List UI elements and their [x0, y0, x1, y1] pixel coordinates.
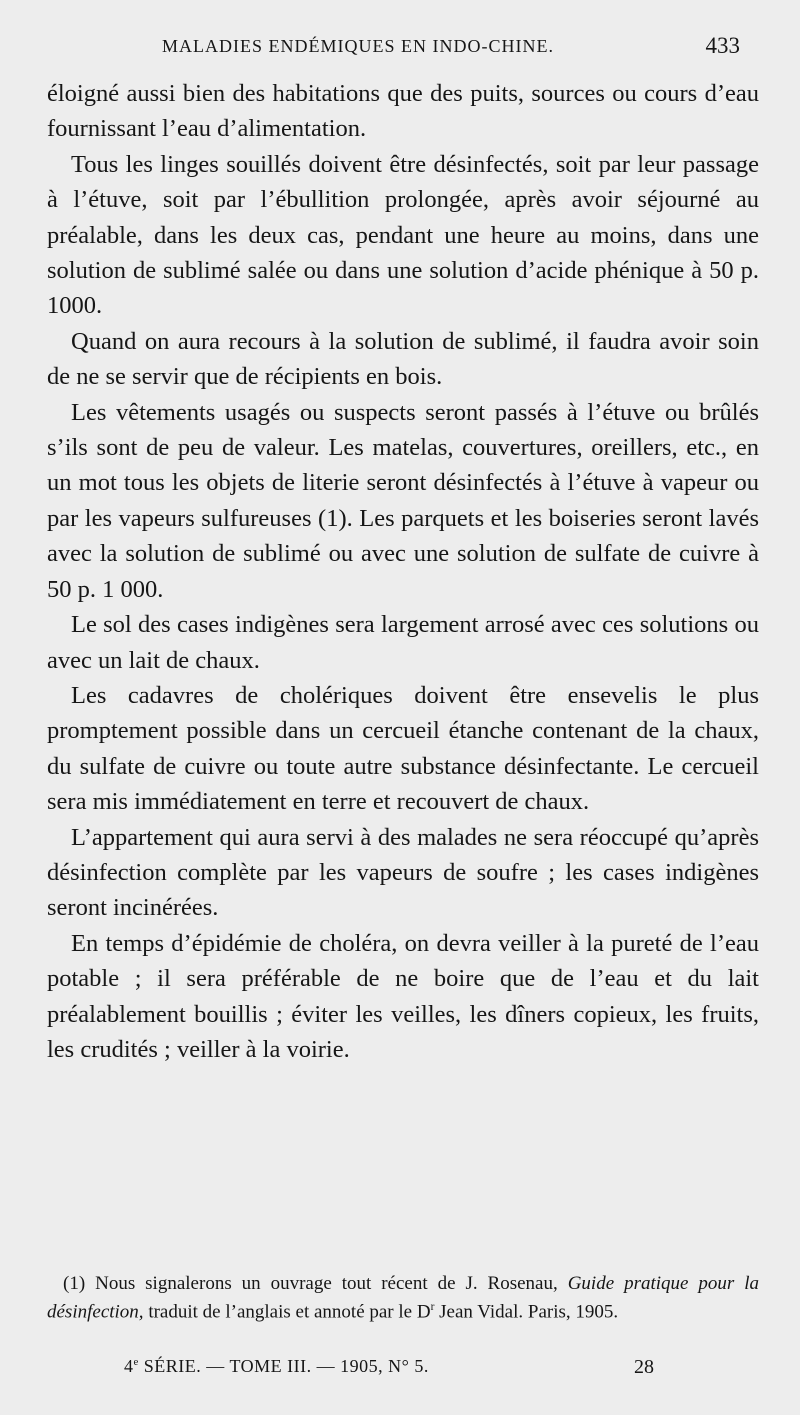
paragraph: Les vêtements usagés ou suspects seront passés à l’étuve ou brûlés s’ils sont de peu de valeur. Les matelas, couvertures, oreillers, etc., en un mot tous les objets de literie seront désinfectés à l’étuve à vapeur ou par les vapeurs sulfureuses (1). Les parquets et les boiseries seront lavés avec la solution de sublimé ou avec une solution de sulfate de cuivre à 50 p. 1 000.	[47, 398, 759, 603]
footnote-text	[47, 1272, 759, 1323]
series-rest: SÉRIE. — TOME III. — 1905, N° 5.	[143, 1356, 429, 1376]
series-sup: e	[133, 1356, 139, 1368]
footnote-doctor-sup: r	[430, 1300, 435, 1313]
paragraph: L’appartement qui aura servi à des malades ne sera réoccupé qu’après désinfection complète par les vapeurs de soufre ; les cases indigènes seront incinérées.	[47, 823, 759, 922]
running-head	[60, 33, 740, 68]
paragraph: En temps d’épidémie de choléra, on devra veiller à la pureté de l’eau potable ; il sera préférable de ne boire que de l’eau et du lait préalablement bouillis ; éviter les veilles, les dîners copieux, les fruits, les crudités ; veiller à la voirie.	[47, 929, 759, 1063]
paragraph: Tous les linges souillés doivent être désinfectés, soit par leur passage à l’étuve, soit par l’ébullition prolongée, après avoir séjourné au préalable, dans les deux cas, pendant une heure au moins, dans une solution de sublimé salée ou dans une solution d’acide phénique à 50 p. 1000.	[47, 150, 759, 320]
footnote-book-title: Guide pratique pour la désinfection,	[47, 1273, 760, 1322]
paragraph-continued: éloigné aussi bien des habitations que des puits, sources ou cours d’eau fournissant l’eau d’alimentation.	[47, 80, 759, 143]
paragraph: Les cadavres de cholériques doivent être ensevelis le plus promptement possible dans un cercueil étanche contenant de la chaux, du sulfate de cuivre ou toute autre substance désinfectante. Le cercueil sera mis immédiatement en terre et recouvert de chaux.	[47, 681, 759, 816]
running-title: MALADIES ENDÉMIQUES EN INDO-CHINE.	[162, 36, 554, 56]
signature-number: 28	[634, 1356, 654, 1378]
footnote	[47, 1272, 759, 1323]
series-number: 4	[124, 1356, 134, 1376]
page-number: 433	[705, 33, 740, 58]
paragraph: Le sol des cases indigènes sera largement arrosé avec ces solutions ou avec un lait de chaux.	[47, 611, 759, 674]
footnote-marker: (1)	[63, 1273, 86, 1294]
paragraph: Quand on aura recours à la solution de sublimé, il faudra avoir soin de ne se servir que de récipients en bois.	[47, 327, 759, 391]
footnote-text-end: Jean Vidal. Paris, 1905.	[439, 1300, 619, 1322]
footnote-text-before: Nous signalerons un ouvrage tout récent de J. Rosenau,	[95, 1273, 558, 1294]
footnote-doctor-abbrev: D	[416, 1300, 431, 1322]
body-text	[47, 76, 759, 1067]
page-footer	[0, 1356, 800, 1386]
footnote-text-after: traduit de l’anglais et annoté par le	[148, 1300, 413, 1322]
series-line	[124, 1356, 429, 1377]
